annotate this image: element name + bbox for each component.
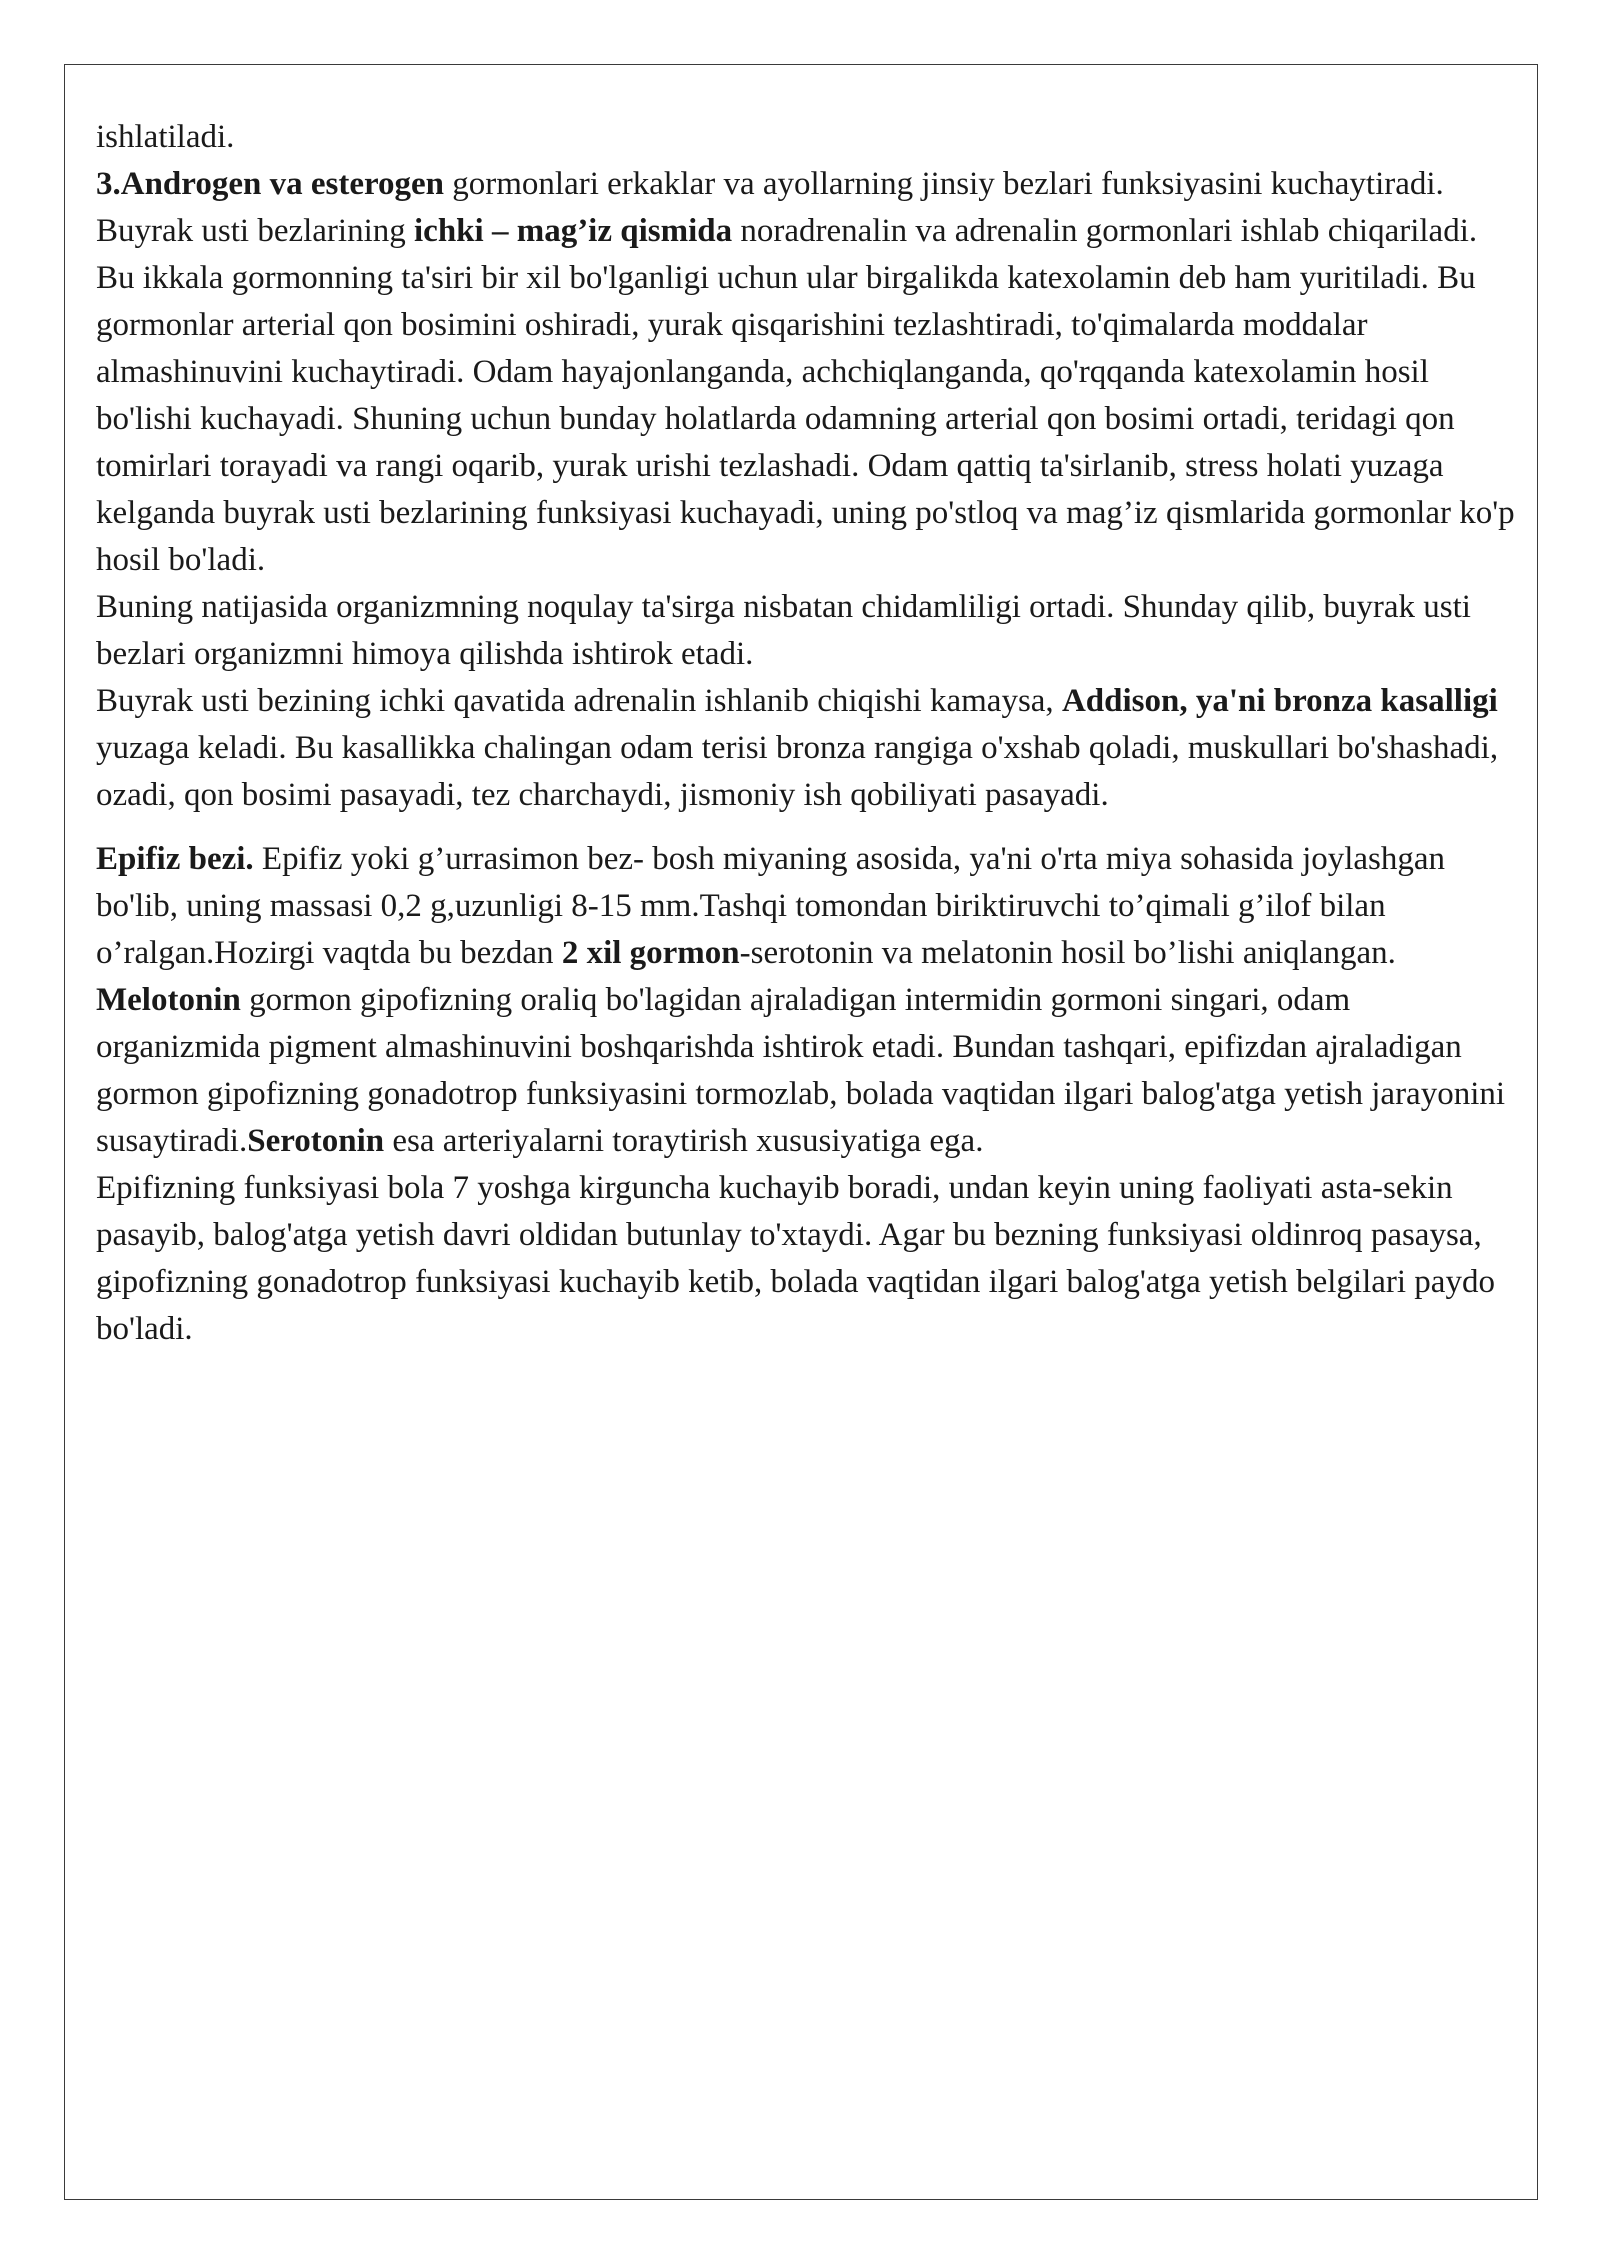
text: Buning natijasida organizmning noqulay ta'sirga nisbatan chidamliligi ortadi. Shunday qilib, buyrak usti bezlari organizmni himoya qilishda ishtirok etadi. xyxy=(96,589,1471,672)
section-heading: Epifiz bezi. xyxy=(96,841,254,877)
paragraph-epifiz xyxy=(96,836,1516,1165)
text: esa arteriyalarni toraytirish xususiyatiga ega. xyxy=(384,1123,984,1159)
text: Epifizning funksiyasi bola 7 yoshga kirguncha kuchayib boradi, undan keyin uning faoliyati asta-sekin pasayib, balog'atga yetish davri oldidan butunlay to'xtaydi. Agar bu bezning funksiyasi oldinroq pasaysa, gipofizning gonadotrop funksiyasi kuchayib ketib, bolada vaqtidan ilgari balog'atga yetish belgilari paydo bo'ladi. xyxy=(96,1170,1495,1347)
paragraph-continuation xyxy=(96,114,1516,161)
document-body xyxy=(96,114,1516,1353)
bold-term: Melotonin xyxy=(96,982,241,1018)
paragraph-addison xyxy=(96,678,1516,819)
paragraph-resistance xyxy=(96,584,1516,678)
bold-term: 2 xil gormon xyxy=(561,935,740,971)
bold-term: 3.Androgen va esterogen xyxy=(96,166,445,202)
paragraph-epifiz-function xyxy=(96,1165,1516,1353)
bold-term: Addison, ya'ni bronza kasalligi xyxy=(1061,683,1498,719)
text: -serotonin va melatonin hosil bo’lishi aniqlangan. xyxy=(739,935,1396,971)
text: Buyrak usti bezining ichki qavatida adrenalin ishlanib chiqishi kamaysa, xyxy=(96,683,1062,719)
bold-term: ichki – mag’iz qismida xyxy=(414,213,733,249)
text: Buyrak usti bezlarining xyxy=(96,213,415,249)
text: yuzaga keladi. Bu kasallikka chalingan odam terisi bronza rangiga o'xshab qoladi, muskullari bo'shashadi, ozadi, qon bosimi pasayadi, tez charchaydi, jismoniy ish qobiliyati pasayadi. xyxy=(96,730,1499,813)
text: gormonlari erkaklar va ayollarning jinsiy bezlari funksiyasini kuchaytiradi. xyxy=(444,166,1444,202)
bold-term: Serotonin xyxy=(247,1123,385,1159)
paragraph-medulla xyxy=(96,208,1516,584)
text: noradrenalin va adrenalin gormonlari ishlab chiqariladi. Bu ikkala gormonning ta'siri bir xil bo'lganligi uchun ular birgalikda katexolamin deb ham yuritiladi. Bu gormonlar arterial qon bosimini oshiradi, yurak qisqarishini tezlashtiradi, to'qimalarda moddalar almashinuvini kuchaytiradi. Odam hayajonlanganda, achchiqlanganda, qo'rqqanda katexolamin hosil bo'lishi kuchayadi. Shuning uchun bunday holatlarda odamning arterial qon bosimi ortadi, teridagi qon tomirlari torayadi va rangi oqarib, yurak urishi tezlashadi. Odam qattiq ta'sirlanib, stress holati yuzaga kelganda buyrak usti bezlarining funksiyasi kuchayadi, uning po'stloq va mag’iz qismlarida gormonlar ko'p hosil bo'ladi. xyxy=(96,213,1515,578)
text: ishlatiladi. xyxy=(96,119,235,155)
paragraph-androgen xyxy=(96,161,1516,208)
text: Epifiz yoki g’urrasimon bez- bosh miyaning asosida, ya'ni o'rta miya sohasida joylashgan bo'lib, uning massasi 0,2 g,uzunligi 8-15 mm.Tashqi tomondan biriktiruvchi to’qimali g’ilof bilan o’ralgan.Hozirgi vaqtda bu bezdan xyxy=(96,841,1446,971)
text: gormon gipofizning oraliq bo'lagidan ajraladigan intermidin gormoni singari, odam organizmida pigment almashinuvini boshqarishda ishtirok etadi. Bundan tashqari, epifizdan ajraladigan gormon gipofizning gonadotrop funksiyasini tormozlab, bolada vaqtidan ilgari balog'atga yetish jarayonini susaytiradi. xyxy=(96,982,1506,1159)
